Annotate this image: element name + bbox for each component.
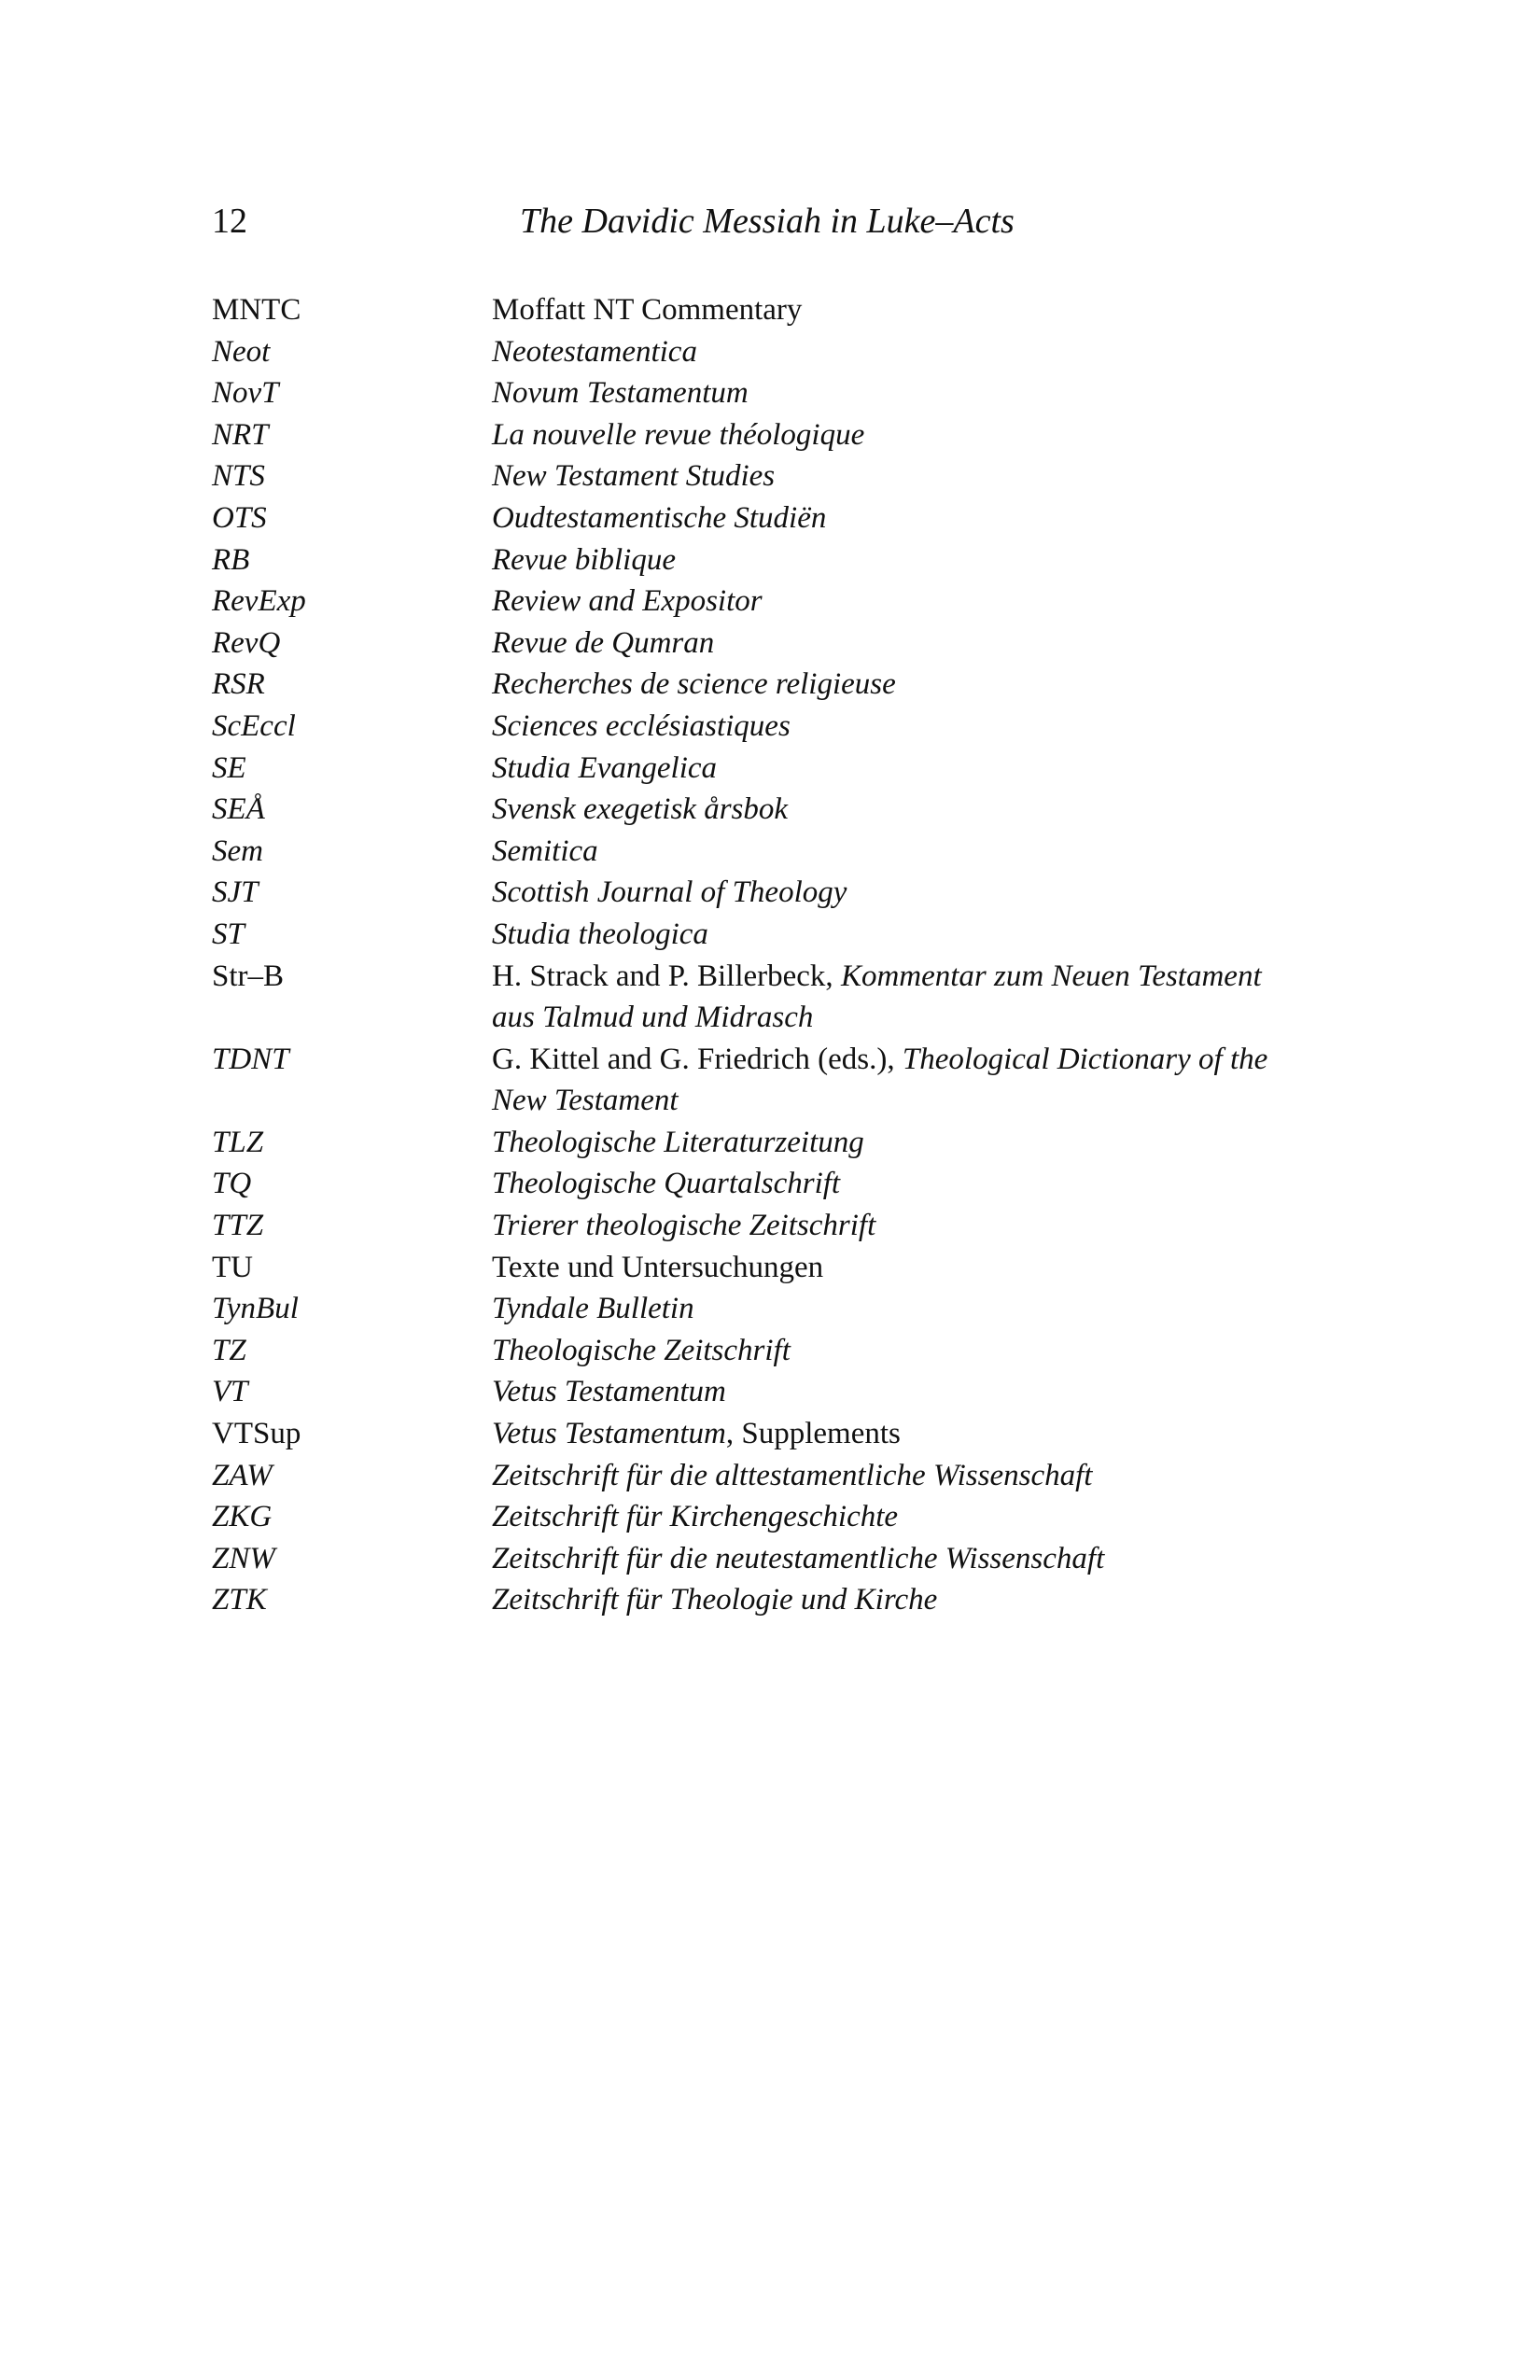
abbreviation-meaning	[492, 289, 1332, 331]
meaning-line	[492, 331, 1332, 373]
meaning-line	[492, 1455, 1332, 1497]
meaning-line	[492, 664, 1332, 706]
page-number: 12	[212, 202, 247, 241]
meaning-line	[492, 789, 1332, 831]
abbreviation-entry	[212, 497, 1332, 539]
abbreviation-meaning	[492, 706, 1332, 748]
meaning-text: Revue biblique	[492, 542, 677, 577]
abbreviation-meaning	[492, 664, 1332, 706]
abbreviation-meaning	[492, 539, 1332, 581]
meaning-text: G. Kittel and G. Friedrich (eds.),	[492, 1042, 903, 1076]
abbreviation: TDNT	[212, 1042, 289, 1076]
meaning-line	[492, 581, 1332, 623]
abbreviation-entry	[212, 1330, 1332, 1372]
meaning-text: Theologische Literaturzeitung	[492, 1125, 864, 1159]
abbreviation: NTS	[212, 459, 265, 494]
abbreviation-entry	[212, 1538, 1332, 1580]
meaning-text: Oudtestamentische Studiën	[492, 500, 827, 535]
abbreviation-entry	[212, 455, 1332, 497]
meaning-text: Zeitschrift für Kirchengeschichte	[492, 1500, 899, 1534]
meaning-text: Texte und Untersuchungen	[492, 1250, 824, 1284]
abbreviation: VTSup	[212, 1417, 301, 1451]
meaning-text: Vetus Testamentum	[492, 1375, 726, 1409]
meaning-line	[492, 623, 1332, 665]
abbreviation: NRT	[212, 417, 269, 452]
abbreviation-entry	[212, 1122, 1332, 1164]
abbreviation-meaning	[492, 331, 1332, 373]
abbreviation-meaning	[492, 581, 1332, 623]
abbreviation-meaning	[492, 872, 1332, 914]
abbreviation-entry	[212, 414, 1332, 456]
abbreviation-meaning	[492, 914, 1332, 956]
abbreviation-meaning	[492, 1371, 1332, 1413]
abbreviation: Neot	[212, 334, 271, 369]
meaning-text: Theologische Zeitschrift	[492, 1333, 791, 1367]
meaning-line	[492, 1247, 1332, 1289]
abbreviation: RevQ	[212, 625, 281, 660]
meaning-text: Sciences ecclésiastiques	[492, 708, 791, 743]
abbreviation: NovT	[212, 376, 279, 411]
meaning-text: Semitica	[492, 833, 598, 868]
abbreviation-meaning	[492, 1330, 1332, 1372]
meaning-text: Novum Testamentum	[492, 376, 749, 411]
abbreviation: SE	[212, 750, 246, 785]
meaning-line	[492, 414, 1332, 456]
abbreviation-meaning	[492, 1579, 1332, 1621]
abbreviation-entry	[212, 1413, 1332, 1455]
abbreviation-meaning	[492, 1496, 1332, 1538]
meaning-text: Scottish Journal of Theology	[492, 875, 847, 910]
meaning-text: H. Strack and P. Billerbeck,	[492, 959, 841, 993]
abbreviation-entry	[212, 789, 1332, 831]
meaning-text: Tyndale Bulletin	[492, 1292, 694, 1326]
meaning-text: aus Talmud und Midrasch	[492, 1001, 814, 1035]
meaning-text: New Testament	[492, 1084, 679, 1118]
abbreviation-entry	[212, 664, 1332, 706]
abbreviation-entry	[212, 331, 1332, 373]
meaning-line	[492, 1413, 1332, 1455]
meaning-text: La nouvelle revue théologique	[492, 417, 865, 452]
abbreviation-meaning	[492, 623, 1332, 665]
meaning-line	[492, 1039, 1332, 1081]
abbreviation-meaning	[492, 1538, 1332, 1580]
abbreviation-meaning	[492, 497, 1332, 539]
abbreviation-meaning	[492, 1288, 1332, 1330]
abbreviation: Str–B	[212, 959, 285, 993]
meaning-line	[492, 1579, 1332, 1621]
abbreviation: ScEccl	[212, 708, 296, 743]
meaning-line	[492, 748, 1332, 790]
abbreviation-meaning	[492, 372, 1332, 414]
abbreviation-entry	[212, 872, 1332, 914]
meaning-line	[492, 1288, 1332, 1330]
abbreviation-entry	[212, 623, 1332, 665]
meaning-text: Moffatt NT Commentary	[492, 293, 803, 327]
abbreviation-entry	[212, 1496, 1332, 1538]
abbreviation-entry	[212, 956, 1332, 1039]
meaning-text: New Testament Studies	[492, 459, 776, 494]
abbreviation: ST	[212, 917, 245, 951]
abbreviation: TTZ	[212, 1209, 264, 1243]
abbreviation-meaning	[492, 1455, 1332, 1497]
abbreviation-entry	[212, 1455, 1332, 1497]
meaning-line	[492, 1496, 1332, 1538]
meaning-line	[492, 1163, 1332, 1205]
abbreviation: VT	[212, 1375, 248, 1409]
abbreviation-meaning	[492, 831, 1332, 873]
abbreviation-entry	[212, 914, 1332, 956]
abbreviation-meaning	[492, 1413, 1332, 1455]
meaning-line	[492, 1330, 1332, 1372]
meaning-line	[492, 914, 1332, 956]
abbreviation-meaning	[492, 455, 1332, 497]
meaning-text: Revue de Qumran	[492, 625, 715, 660]
abbreviation-entry	[212, 1247, 1332, 1289]
abbreviation-entry	[212, 1371, 1332, 1413]
running-head	[212, 198, 1332, 245]
abbreviation: TZ	[212, 1333, 246, 1367]
abbreviation: SJT	[212, 875, 259, 910]
meaning-text: Recherches de science religieuse	[492, 667, 896, 702]
meaning-text: Studia Evangelica	[492, 750, 718, 785]
meaning-line	[492, 1122, 1332, 1164]
meaning-line	[492, 872, 1332, 914]
abbreviation-meaning	[492, 1039, 1332, 1122]
abbreviation-meaning	[492, 1163, 1332, 1205]
meaning-text: Neotestamentica	[492, 334, 697, 369]
abbreviations-list	[212, 289, 1332, 1621]
meaning-text: Zeitschrift für die neutestamentliche Wissenschaft	[492, 1541, 1105, 1575]
abbreviation: Sem	[212, 833, 263, 868]
meaning-text: Zeitschrift für die alttestamentliche Wissenschaft	[492, 1458, 1093, 1492]
meaning-text: Theologische Quartalschrift	[492, 1167, 841, 1201]
abbreviation-entry	[212, 289, 1332, 331]
abbreviation-meaning	[492, 748, 1332, 790]
abbreviation-entry	[212, 831, 1332, 873]
abbreviation-entry	[212, 581, 1332, 623]
abbreviation-meaning	[492, 1247, 1332, 1289]
abbreviation-meaning	[492, 1122, 1332, 1164]
abbreviation: ZAW	[212, 1458, 273, 1492]
abbreviation: TU	[212, 1250, 253, 1284]
abbreviation-entry	[212, 1039, 1332, 1122]
abbreviation: ZKG	[212, 1500, 273, 1534]
meaning-text: , Supplements	[725, 1417, 901, 1451]
abbreviation: OTS	[212, 500, 267, 535]
abbreviation: RSR	[212, 667, 265, 702]
abbreviation-meaning	[492, 1205, 1332, 1247]
meaning-line	[492, 455, 1332, 497]
meaning-text: Trierer theologische Zeitschrift	[492, 1209, 876, 1243]
abbreviation-entry	[212, 1288, 1332, 1330]
running-title: The Davidic Messiah in Luke–Acts	[520, 202, 1015, 241]
abbreviation-entry	[212, 372, 1332, 414]
abbreviation-entry	[212, 706, 1332, 748]
abbreviation-meaning	[492, 956, 1332, 1039]
meaning-text: Zeitschrift für Theologie und Kirche	[492, 1583, 938, 1617]
abbreviation: ZNW	[212, 1541, 275, 1575]
abbreviation: MNTC	[212, 293, 301, 327]
meaning-text: Svensk exegetisk årsbok	[492, 792, 789, 827]
abbreviation-meaning	[492, 414, 1332, 456]
meaning-text: Review and Expositor	[492, 584, 763, 619]
abbreviation-entry	[212, 539, 1332, 581]
meaning-line	[492, 497, 1332, 539]
meaning-line	[492, 289, 1332, 331]
abbreviation-entry	[212, 1163, 1332, 1205]
meaning-text: Kommentar zum Neuen Testament	[840, 959, 1262, 993]
abbreviation: TQ	[212, 1167, 252, 1201]
meaning-line	[492, 956, 1332, 998]
abbreviation: TynBul	[212, 1292, 299, 1326]
abbreviation: ZTK	[212, 1583, 267, 1617]
meaning-line	[492, 997, 1332, 1039]
abbreviation: RevExp	[212, 584, 306, 619]
meaning-line	[492, 1538, 1332, 1580]
abbreviation: RB	[212, 542, 250, 577]
meaning-line	[492, 372, 1332, 414]
meaning-text: Theological Dictionary of the	[902, 1042, 1268, 1076]
meaning-line	[492, 1080, 1332, 1122]
meaning-line	[492, 831, 1332, 873]
meaning-line	[492, 706, 1332, 748]
meaning-line	[492, 1205, 1332, 1247]
meaning-line	[492, 1371, 1332, 1413]
abbreviation: SEÅ	[212, 792, 265, 827]
abbreviation-entry	[212, 1579, 1332, 1621]
abbreviation-entry	[212, 748, 1332, 790]
meaning-text: Vetus Testamentum	[492, 1417, 726, 1451]
abbreviation-entry	[212, 1205, 1332, 1247]
abbreviation: TLZ	[212, 1125, 264, 1159]
meaning-text: Studia theologica	[492, 917, 708, 951]
abbreviation-meaning	[492, 789, 1332, 831]
meaning-line	[492, 539, 1332, 581]
